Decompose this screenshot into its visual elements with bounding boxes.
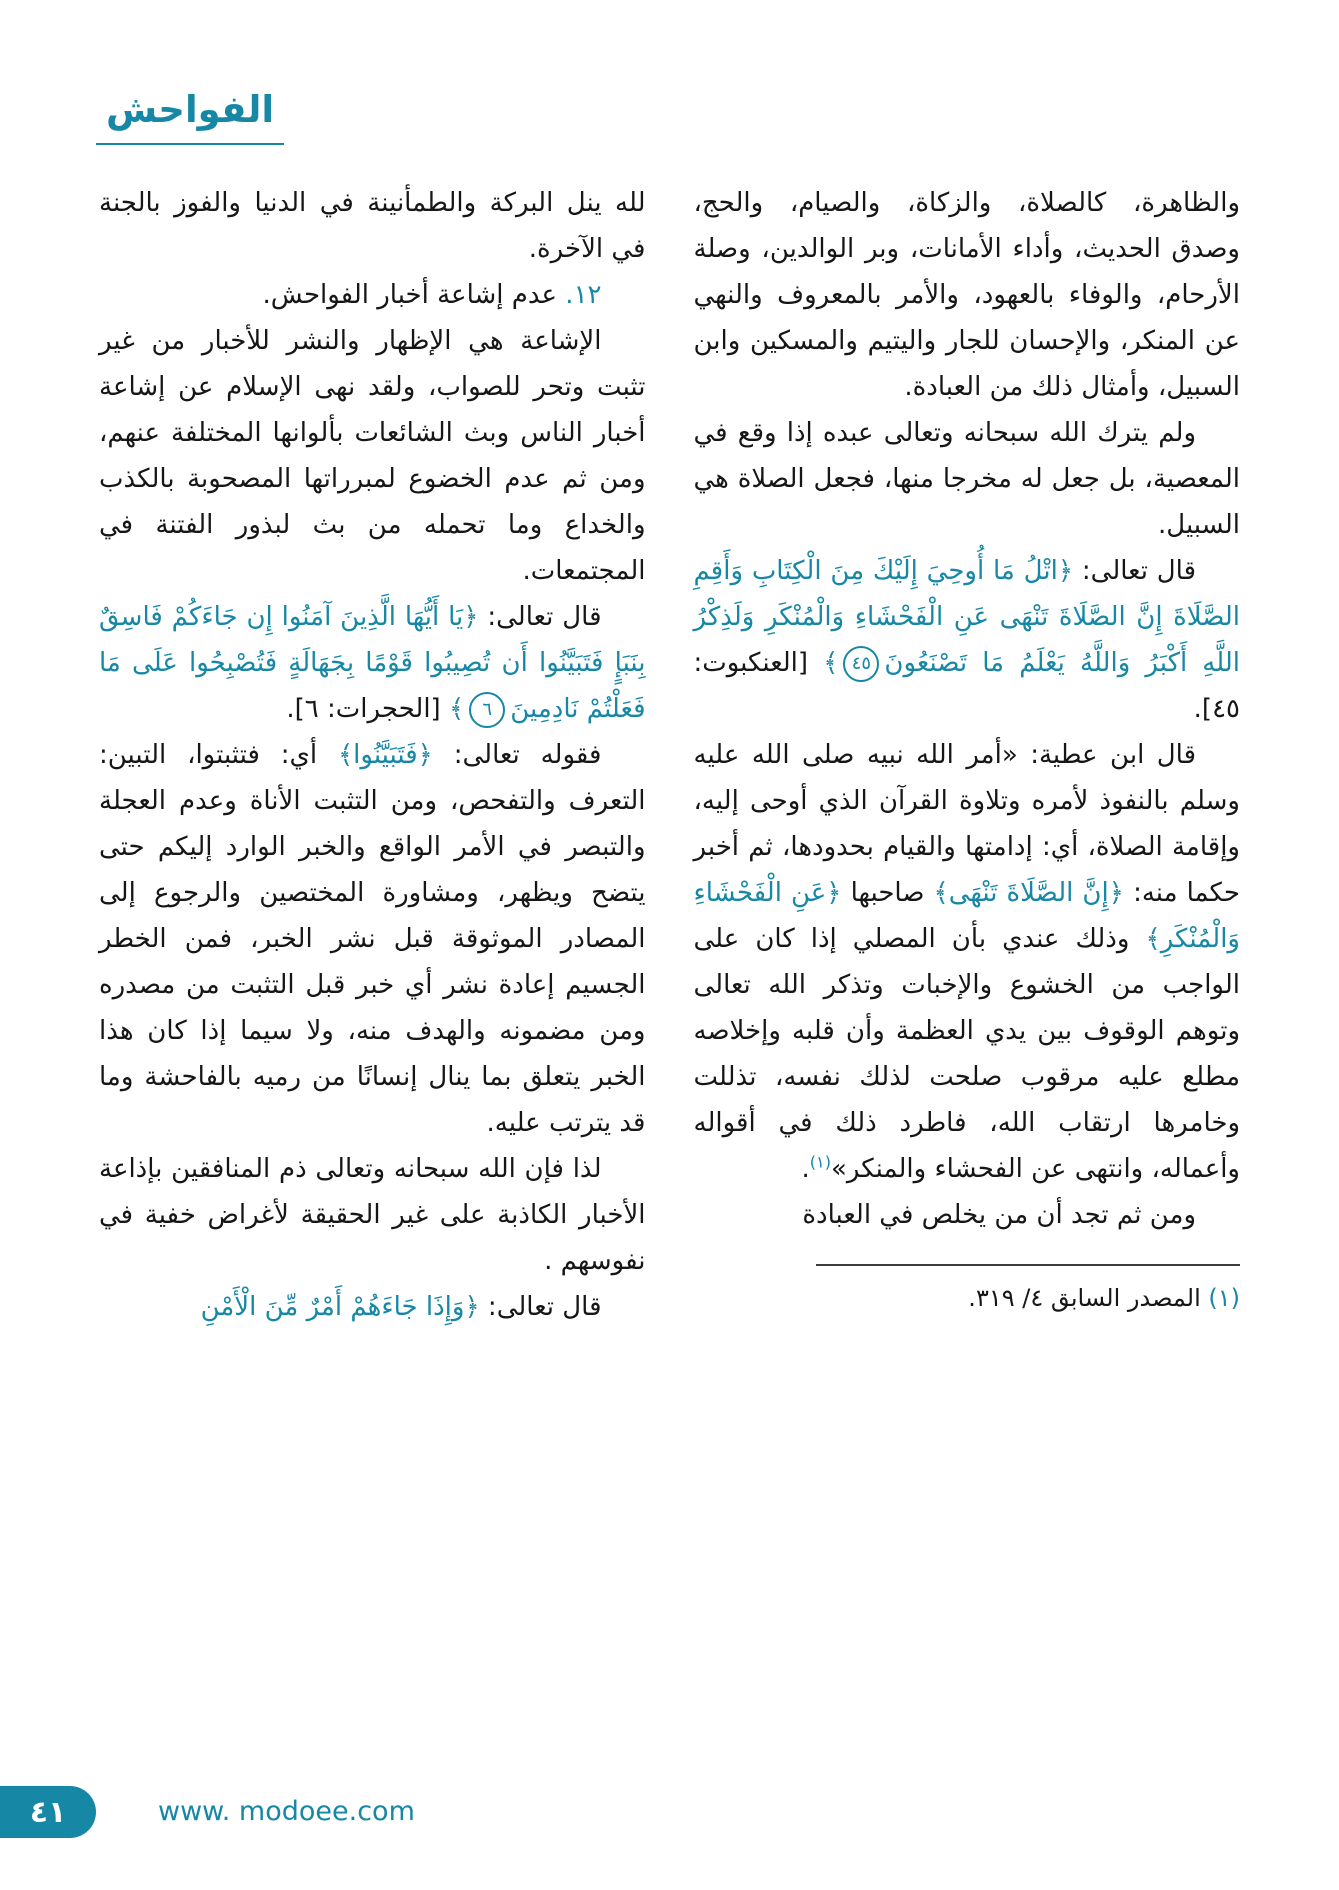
item-number: ١٢. <box>565 280 602 310</box>
body-text: لله ينل البركة والطمأنينة في الدنيا والفوز بالجنة في الآخرة. <box>99 188 646 264</box>
paragraph <box>694 410 1241 548</box>
paragraph <box>99 180 646 272</box>
body-text: فقوله تعالى: <box>432 740 602 770</box>
paragraph <box>694 180 1241 410</box>
paragraph <box>694 1192 1241 1238</box>
body-text: قال ابن عطية: «أمر الله نبيه صلى الله عليه وسلم بالنفوذ لأمره وتلاوة القرآن الذي أوحى إليه، وإقامة الصلاة، أي: إدامتها والقيام بحدودها، ثم أخبر حكما منه: <box>693 740 1240 908</box>
body-text: والظاهرة، كالصلاة، والزكاة، والصيام، والحج، وصدق الحديث، وأداء الأمانات، وبر الوالدين، وصلة الأرحام، والوفاء بالعهود، والأمر بالمعروف والنهي عن المنكر، والإحسان للجار واليتيم والمسكين وابن السبيل، وأمثال ذلك من العبادة. <box>693 188 1240 402</box>
body-text: عدم إشاعة أخبار الفواحش. <box>262 280 566 310</box>
page-content <box>99 180 1240 1330</box>
verse-reference: [الحجرات: ٦]. <box>286 694 449 724</box>
body-text: قال تعالى: <box>1073 556 1196 586</box>
chapter-title: الفواحش <box>96 88 284 145</box>
body-text: الإشاعة هي الإظهار والنشر للأخبار من غير تثبت وتحر للصواب، ولقد نهى الإسلام عن إشاعة أخبار الناس وبث الشائعات بألوانها المختلفة عنهم، ومن ثم عدم الخضوع لمبرراتها المصحوبة بالكذب والخداع وما تحمله من بث لبذور الفتنة في المجتمعات. <box>99 326 646 586</box>
quran-verse: ﴿وَإِذَا جَاءَهُمْ أَمْرٌ مِّنَ الْأَمْنِ <box>200 1292 480 1322</box>
ayah-number: ٤٥ <box>843 646 879 682</box>
body-text: ومن ثم تجد أن من يخلص في العبادة <box>802 1200 1196 1230</box>
body-text: ولم يترك الله سبحانه وتعالى عبده إذا وقع في المعصية، بل جعل له مخرجا منها، فجعل الصلاة هي السبيل. <box>693 418 1240 540</box>
ayah-number: ٦ <box>469 692 505 728</box>
left-column <box>99 180 646 1330</box>
footnote-text <box>694 1280 1241 1316</box>
chapter-header <box>96 88 284 145</box>
footnote-body: المصدر السابق ٤/ ٣١٩. <box>968 1284 1209 1312</box>
paragraph <box>99 594 646 732</box>
quran-verse: ﴿فَتَبَيَّنُوا﴾ <box>337 740 433 770</box>
body-text: وذلك عندي بأن المصلي إذا كان على الواجب من الخشوع والإخبات وتذكر الله تعالى وتوهم الوقوف بين يدي العظمة وأن قلبه وإخلاصه مطلع عليه مرقوب صلحت لذلك نفسه، تذللت وخامرها ارتقاب الله، فاطرد ذلك في أقواله وأعماله، وانتهى عن الفحشاء والمنكر» <box>693 924 1240 1184</box>
footnote-marker: (١) <box>809 1152 831 1172</box>
page-number: ٤١ <box>29 1794 67 1830</box>
quran-verse: ﴾ <box>823 648 839 678</box>
page-number-badge <box>0 1786 96 1838</box>
right-column <box>694 180 1241 1330</box>
body-text: . <box>801 1154 810 1184</box>
quran-verse: ﴾ <box>448 694 465 724</box>
footnote-block <box>694 1264 1241 1316</box>
quran-verse: ﴿يَا أَيُّهَا الَّذِينَ آمَنُوا إِن جَاءَكُمْ فَاسِقٌ بِنَبَإٍ فَتَبَيَّنُوا أَن تُصِيبُوا قَوْمًا بِجَهَالَةٍ فَتُصْبِحُوا عَلَى مَا فَعَلْتُمْ نَادِمِينَ <box>99 602 646 724</box>
quran-verse: ﴿اتْلُ مَا أُوحِيَ إِلَيْكَ مِنَ الْكِتَابِ وَأَقِمِ الصَّلَاةَ إِنَّ الصَّلَاةَ تَنْهَى عَنِ الْفَحْشَاءِ وَالْمُنْكَرِ وَلَذِكْرُ اللَّهِ أَكْبَرُ وَاللَّهُ يَعْلَمُ مَا تَصْنَعُونَ <box>693 556 1240 678</box>
body-text: قال تعالى: <box>478 602 602 632</box>
paragraph <box>694 732 1241 1192</box>
paragraph <box>694 548 1241 732</box>
paragraph <box>99 272 646 318</box>
verse-reference: [العنكبوت: ٤٥]. <box>693 648 1240 724</box>
paragraph <box>99 1146 646 1284</box>
footnote-number: (١) <box>1208 1284 1240 1312</box>
body-text: صاحبها <box>841 878 934 908</box>
quran-verse: ﴿إِنَّ الصَّلَاةَ تَنْهَى﴾ <box>933 878 1124 908</box>
website-url: www. modoee.com <box>158 1796 415 1827</box>
footnote-separator <box>816 1264 1240 1266</box>
quran-verse: ﴿عَنِ الْفَحْشَاءِ وَالْمُنْكَرِ﴾ <box>693 878 1240 954</box>
body-text: قال تعالى: <box>479 1292 602 1322</box>
paragraph <box>99 732 646 1146</box>
body-text: أي: فتثبتوا، التبين: التعرف والتفحص، ومن التثبت الأناة وعدم العجلة والتبصر في الأمر الواقع والخبر الوارد إليكم حتى يتضح ويظهر، ومشاورة المختصين والرجوع إلى المصادر الموثوقة قبل نشر الخبر، فمن الخطر الجسيم إعادة نشر أي خبر قبل التثبت من مصدره ومن مضمونه والهدف منه، ولا سيما إذا كان هذا الخبر يتعلق بما ينال إنسانًا من رميه بالفاحشة وما قد يترتب عليه. <box>99 740 646 1138</box>
paragraph <box>99 1284 646 1330</box>
paragraph <box>99 318 646 594</box>
body-text: لذا فإن الله سبحانه وتعالى ذم المنافقين بإذاعة الأخبار الكاذبة على غير الحقيقة لأغراض خفية في نفوسهم . <box>99 1154 646 1276</box>
